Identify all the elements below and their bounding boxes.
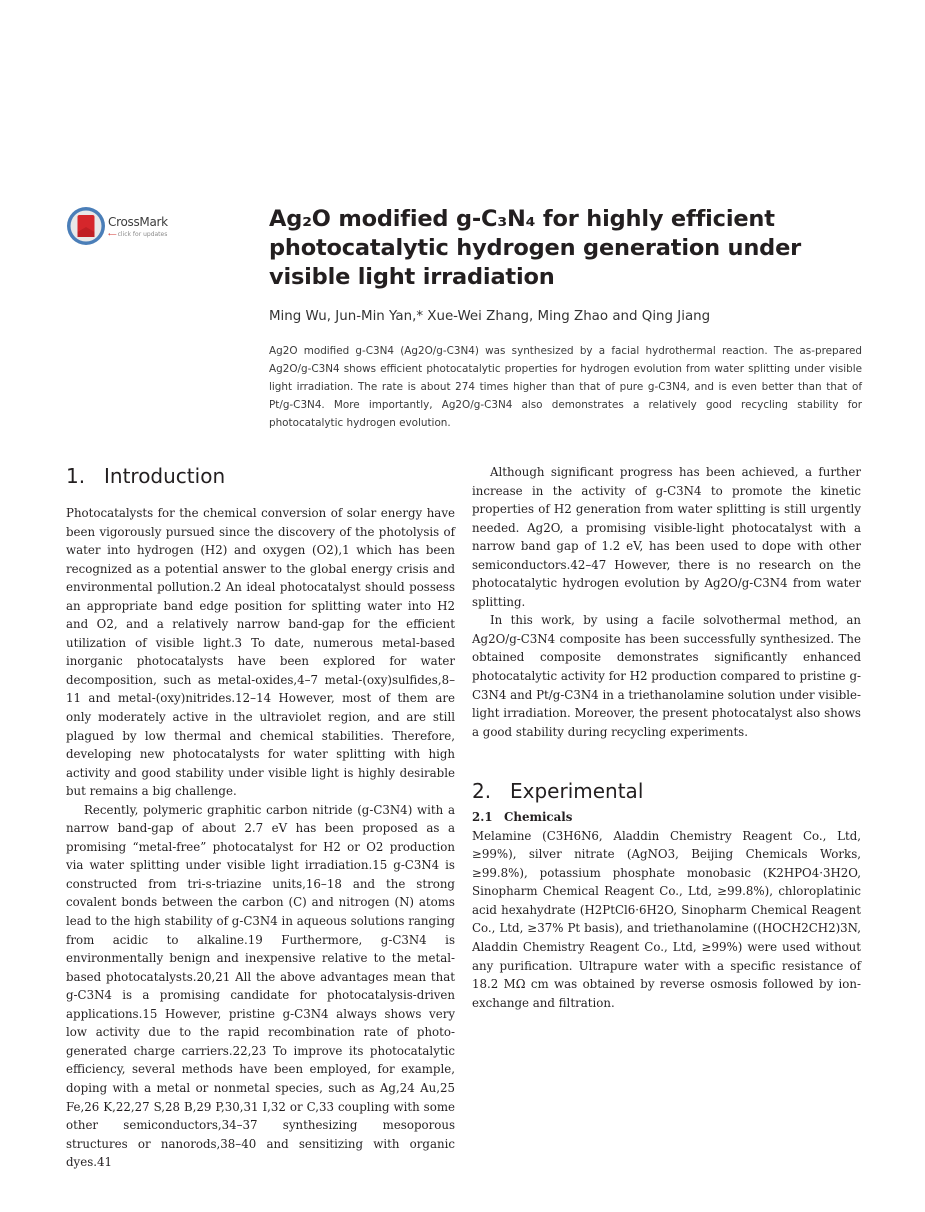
section-heading-introduction	[66, 463, 455, 504]
crossmark-icon	[66, 206, 106, 246]
section-heading-experimental	[472, 778, 861, 808]
right-column	[472, 463, 861, 1012]
intro-paragraph-3: Although significant progress has been achieved, a further increase in the activity of g-C3N4 to promote the kinetic properties of H2 generation from water splitting is still urgently needed. Ag2O, a promising visible-light photocatalyst with a narrow band gap of 1.2 eV, has been used to dope with other semiconductors.42–47 However, there is no research on the photocatalytic hydrogen evolution by Ag2O/g-C3N4 from water splitting.	[472, 465, 861, 609]
intro-paragraph-4: In this work, by using a facile solvothermal method, an Ag2O/g-C3N4 composite has been successfully synthesized. The obtained composite demonstrates significantly enhanced photocatalytic activity for H2 production compared to pristine g-C3N4 and Pt/g-C3N4 in a triethanolamine solution under visible-light irradiation. Moreover, the present photocatalyst also shows a good stability during recycling experiments.	[472, 613, 861, 739]
crossmark-subtitle-text: click for updates	[117, 231, 168, 238]
section-title: Experimental	[510, 779, 644, 804]
crossmark-badge[interactable]	[66, 206, 176, 250]
section-title: Introduction	[104, 464, 226, 488]
subsection-title: Chemicals	[504, 810, 573, 825]
crossmark-title: CrossMark	[108, 215, 168, 229]
arrow-icon: ⟵	[108, 231, 117, 238]
intro-paragraph-1: Photocatalysts for the chemical conversion of solar energy have been vigorously pursued since the discovery of the photolysis of water into hydrogen (H2) and oxygen (O2),1 which has been recognized as a potential answer to the global energy crisis and environmental pollution.2 An ideal photocatalyst should possess an appropriate band edge position for splitting water into H2 and O2, and a relatively narrow band-gap for the efficient utilization of visible light.3 To date, numerous metal-based inorganic photocatalysts have been explored for water decomposition, such as metal-oxides,4–7 metal-(oxy)sulfides,8–11 and metal-(oxy)nitrides.12–14 However, most of them are only moderately active in the ultraviolet region, and are still plagued by low thermal and chemical stabilities. Therefore, developing new photocatalysts for water splitting with high activity and good stability under visible light is highly desirable but remains a big challenge.	[66, 506, 455, 799]
abstract: Ag2O modified g-C3N4 (Ag2O/g-C3N4) was synthesized by a facial hydrothermal reaction. The as-prepared Ag2O/g-C3N4 shows efficient photocatalytic properties for hydrogen evolution from water splitting under visible light irradiation. The rate is about 274 times higher than that of pure g-C3N4, and is even better than that of Pt/g-C3N4. More importantly, Ag2O/g-C3N4 also demonstrates a relatively good recycling stability for photocatalytic hydrogen evolution.	[269, 345, 862, 430]
left-column	[66, 463, 455, 1172]
subsection-heading-chemicals	[472, 808, 861, 827]
subsection-number: 2.1	[472, 810, 493, 825]
intro-paragraph-2: Recently, polymeric graphitic carbon nitride (g-C3N4) with a narrow band-gap of about 2.7 eV has been proposed as a promising “metal-free” photocatalyst for H2 or O2 production via water splitting under visible light irradiation.15 g-C3N4 is constructed from tri-s-triazine units,16–18 and the strong covalent bonds between the carbon (C) and nitrogen (N) atoms lead to the high stability of g-C3N4 in aqueous solutions ranging from acidic to alkaline.19 Furthermore, g-C3N4 is environmentally benign and inexpensive relative to the metal-based photocatalysts.20,21 All the above advantages mean that g-C3N4 is a promising candidate for photocatalysis-driven applications.15 However, pristine g-C3N4 always shows very low activity due to the rapid recombination rate of photo-generated charge carriers.22,23 To improve its photocatalytic efficiency, several methods have been employed, for example, doping with a metal or nonmetal species, such as Ag,24 Au,25 Fe,26 K,22,27 S,28 B,29 P,30,31 I,32 or C,33 coupling with some other semiconductors,34–37 synthesizing mesoporous structures or nanorods,38–40 and sensitizing with organic dyes.41	[66, 802, 455, 1170]
section-number: 2.	[472, 779, 492, 804]
section-number: 1.	[66, 464, 86, 488]
article-title: Ag₂O modified g-C₃N₄ for highly efficient photocatalytic hydrogen generation under visible light irradiation	[269, 206, 802, 290]
crossmark-subtitle	[108, 231, 167, 238]
chemicals-paragraph: Melamine (C3H6N6, Aladdin Chemistry Reagent Co., Ltd, ≥99%), silver nitrate (AgNO3, Beijing Chemicals Works, ≥99.8%), potassium phosphate monobasic (K2HPO4·3H2O, Sinopharm Chemical Reagent Co., Ltd, ≥99.8%), chloroplatinic acid hexahydrate (H2PtCl6·6H2O, Sinopharm Chemical Reagent Co., Ltd, ≥37% Pt basis), and triethanolamine ((HOCH2CH2)3N, Aladdin Chemistry Reagent Co., Ltd, ≥99%) were used without any purification. Ultrapure water with a specific resistance of 18.2 MΩ cm was obtained by reverse osmosis followed by ion-exchange and filtration.	[472, 828, 861, 1010]
author-list: Ming Wu, Jun-Min Yan,* Xue-Wei Zhang, Ming Zhao and Qing Jiang	[269, 309, 711, 324]
